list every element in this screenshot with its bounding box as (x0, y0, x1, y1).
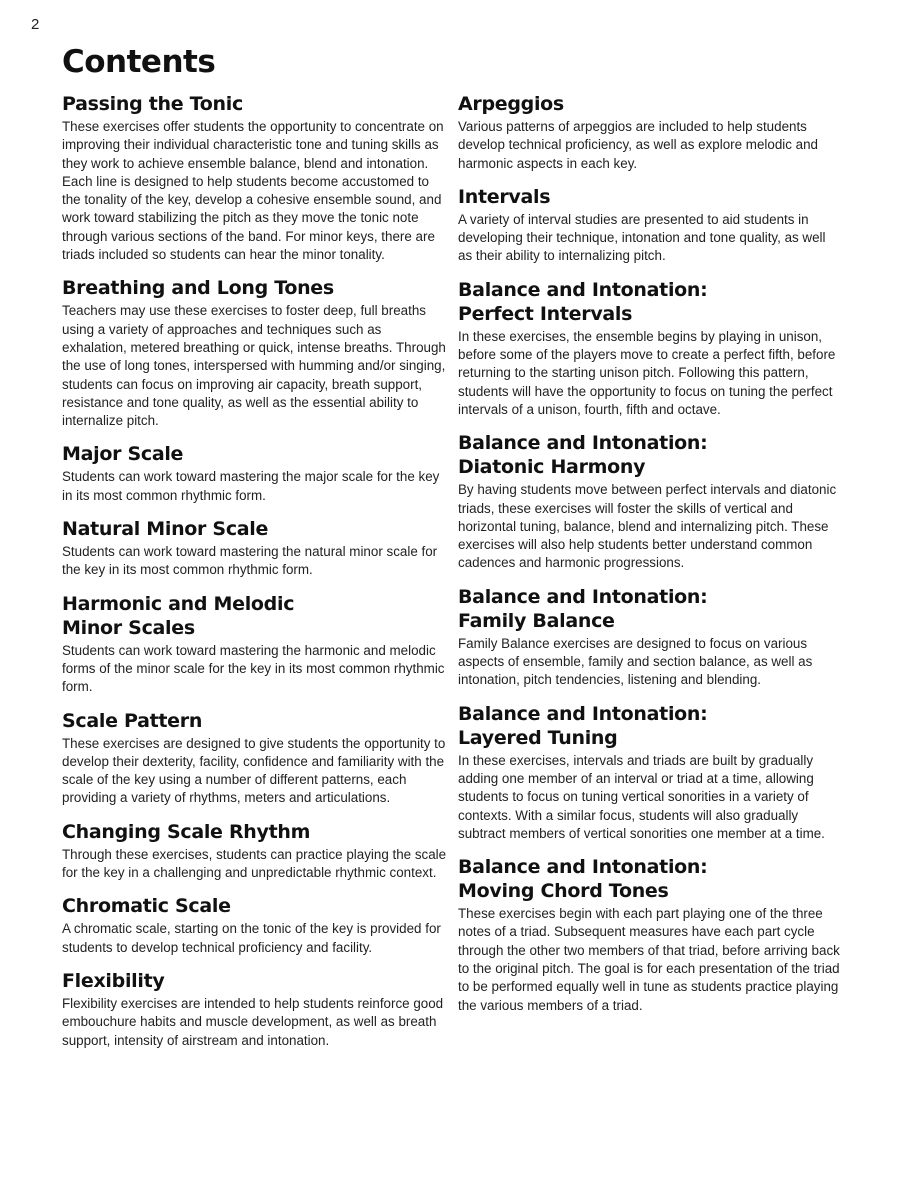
section-heading (62, 592, 448, 640)
section-heading-line: Major Scale (62, 443, 184, 466)
section-description: In these exercises, the ensemble begins by playing in unison, before some of the players move to create a perfect fifth, before returning to the starting unison pitch. Following this pattern, students will have the opportunity to focus on tuning the perfect intervals of a unison, fourth, fifth and octave. (458, 328, 836, 417)
section-description: Teachers may use these exercises to foster deep, full breaths using a variety of approaches and techniques such as exhalation, metered breathing or quick, intense breaths. Through the use of long tones, interspersed with humming and/or singing, students can focus on improving air capacity, breath support, resistance and tone quality, as well as the essential ability to internalize pitch. (62, 303, 446, 429)
section-description: Family Balance exercises are designed to focus on various aspects of ensemble, family and section balance, as well as intonation, pitch tendencies, listening and blending. (458, 635, 813, 688)
left-column (62, 92, 448, 1062)
contents-section (458, 185, 842, 266)
section-heading (62, 92, 448, 116)
section-heading (458, 585, 842, 633)
section-heading-line: Moving Chord Tones (458, 880, 669, 903)
section-heading-line: Passing the Tonic (62, 93, 243, 115)
section-heading-line: Balance and Intonation: (458, 856, 708, 879)
contents-section (458, 702, 842, 843)
section-description: These exercises offer students the opportunity to concentrate on improving their individual characteristic tone and tuning skills as they work to achieve ensemble balance, blend and intonation. Each line is designed to help students become accustomed to the tonality of the key, develop a cohesive ensemble sound, and work toward stabilizing the pitch as they move the tonic note through various sections of the band. For minor keys, there are triads included so students can hear the minor tonality. (62, 119, 444, 263)
section-description: Through these exercises, students can practice playing the scale for the key in a challenging and unpredictable rhythmic context. (62, 846, 447, 881)
contents-section (62, 709, 448, 808)
section-heading (62, 894, 448, 918)
section-heading-line: Flexibility (62, 969, 165, 992)
contents-section (62, 592, 448, 697)
section-description: Students can work toward mastering the harmonic and melodic forms of the minor scale for the key in its most common rhythmic form. (62, 642, 445, 695)
contents-section (458, 585, 842, 690)
contents-section (62, 969, 448, 1050)
section-description: A chromatic scale, starting on the tonic of the key is provided for students to develop technical proficiency and facility. (62, 921, 441, 955)
page-title: Contents (62, 44, 216, 80)
section-heading (62, 517, 448, 541)
section-description: These exercises begin with each part playing one of the three notes of a triad. Subsequent measures have each part cycle through the other two members of that triad, before arriving back to the original pitch. The goal is for each presentation of the triad to be performed equally well in tune as students practice playing the various members of a triad. (458, 906, 840, 1013)
section-heading (62, 442, 448, 466)
section-description: By having students move between perfect intervals and diatonic triads, these exercises will foster the skills of vertical and horizontal tuning, balance, blend and internalizing pitch. These exercises will also help students better understand common cadences and harmonic progressions. (458, 482, 837, 571)
contents-section (62, 820, 448, 883)
section-heading-line: Arpeggios (458, 93, 564, 115)
section-heading (62, 820, 448, 844)
contents-section (62, 517, 448, 580)
section-heading (458, 185, 842, 209)
section-heading-line: Balance and Intonation: (458, 278, 708, 301)
right-column (458, 92, 842, 1027)
contents-section (458, 92, 842, 173)
section-heading-line: Perfect Intervals (458, 302, 633, 325)
section-heading-line: Diatonic Harmony (458, 456, 646, 479)
section-heading-line: Breathing and Long Tones (62, 277, 334, 300)
contents-section (62, 276, 448, 430)
section-heading (62, 709, 448, 733)
section-heading (458, 702, 842, 750)
contents-section (62, 92, 448, 264)
section-heading-line: Family Balance (458, 609, 615, 632)
section-heading-line: Balance and Intonation: (458, 702, 708, 725)
section-heading (62, 276, 448, 300)
section-heading (62, 969, 448, 993)
section-heading (458, 431, 842, 479)
section-description: A variety of interval studies are presented to aid students in developing their technique, intonation and tone quality, as well as their ability to internalizing pitch. (458, 211, 826, 264)
section-heading-line: Balance and Intonation: (458, 585, 708, 608)
section-heading (458, 92, 842, 116)
section-heading-line: Balance and Intonation: (458, 432, 708, 455)
contents-section (62, 442, 448, 505)
section-heading-line: Intervals (458, 185, 551, 208)
section-description: Students can work toward mastering the natural minor scale for the key in its most common rhythmic form. (62, 544, 438, 578)
section-heading (458, 855, 842, 903)
section-heading-line: Chromatic Scale (62, 895, 231, 918)
contents-section (458, 431, 842, 572)
contents-section (458, 278, 842, 419)
section-description: In these exercises, intervals and triads are built by gradually adding one member of an interval or triad at a time, allowing students to focus on tuning vertical sonorities in a variety of contexts. With a similar focus, students will also gradually subtract members of vertical sonorities one member at a time. (458, 752, 825, 841)
section-heading (458, 278, 842, 326)
section-description: Students can work toward mastering the major scale for the key in its most common rhythmic form. (62, 469, 440, 503)
section-heading-line: Scale Pattern (62, 709, 203, 732)
section-heading-line: Layered Tuning (458, 726, 618, 749)
contents-section (62, 894, 448, 957)
contents-section (458, 855, 842, 1015)
section-heading-line: Changing Scale Rhythm (62, 820, 311, 843)
section-description: These exercises are designed to give students the opportunity to develop their dexterity, facility, confidence and familiarity with the scale of the key using a number of different patterns, each providing a variety of rhythms, meters and articulations. (62, 735, 446, 806)
section-description: Various patterns of arpeggios are included to help students develop technical proficiency, as well as explore melodic and harmonic aspects in each key. (458, 119, 819, 171)
section-description: Flexibility exercises are intended to help students reinforce good embouchure habits and muscle development, as well as breath support, intensity of airstream and intonation. (62, 995, 444, 1048)
section-heading-line: Harmonic and Melodic (62, 592, 295, 615)
section-heading-line: Minor Scales (62, 616, 195, 639)
page-number: 2 (31, 16, 40, 33)
section-heading-line: Natural Minor Scale (62, 518, 269, 541)
